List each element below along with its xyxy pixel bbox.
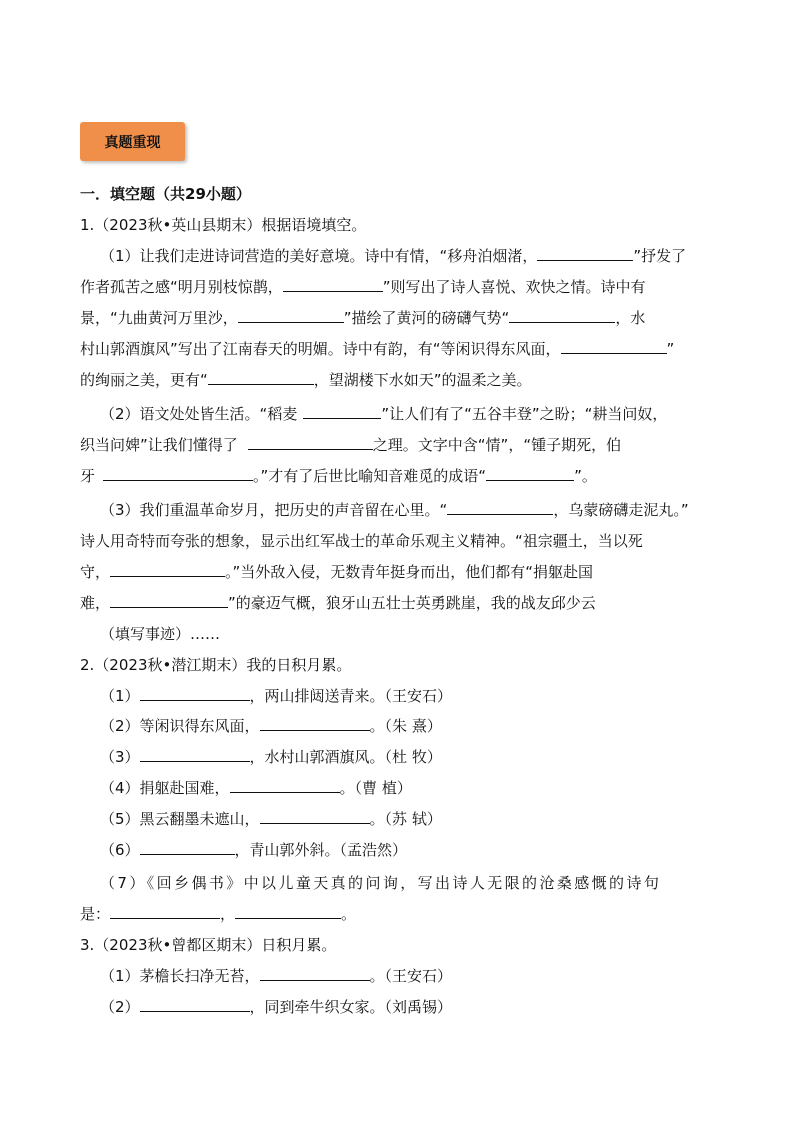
section-title: 一．填空题（共29小题） [80, 185, 251, 203]
q1-text: 牙 [80, 467, 96, 485]
q3-item-1 [100, 966, 452, 986]
q1-text: 织当问婢”让我们懂得了 [80, 436, 238, 454]
answer-blank[interactable] [235, 904, 341, 919]
q2-text: ，水村山郭酒旗风。（杜 牧） [249, 748, 442, 766]
q2-text: 。（朱 熹） [369, 717, 442, 735]
answer-blank[interactable] [260, 716, 370, 731]
answer-blank[interactable] [230, 778, 340, 793]
q2-item-4 [100, 778, 412, 798]
q2-text: 是： [80, 905, 111, 923]
q1-text: ”让人们有了“五谷丰登”之盼；“耕当问奴， [381, 405, 668, 423]
q1-text: ，水 [615, 309, 646, 327]
q1-text: 。”才有了后世比喻知音难觅的成语“ [253, 467, 487, 485]
q2-text: 。 [341, 905, 357, 923]
answer-blank[interactable] [140, 997, 250, 1012]
q2-item-2 [100, 716, 442, 736]
q1-text: 村山郭酒旗风”写出了江南春天的明媚。诗中有韵，有“等闲识得东风面， [80, 340, 561, 358]
answer-blank[interactable] [303, 404, 381, 419]
q2-text: （6） [100, 841, 140, 859]
q1-text: 之理。文字中含“情”，“锺子期死，伯 [372, 436, 622, 454]
q1-line-4 [80, 339, 674, 359]
answer-blank[interactable] [283, 277, 383, 292]
q3-text: ，同到牵牛织女家。（刘禹锡） [249, 998, 453, 1016]
answer-blank[interactable] [110, 593, 228, 608]
q1-line-12 [80, 593, 596, 613]
q3-text: 。（王安石） [369, 967, 453, 985]
q1-text: 的绚丽之美，更有“ [80, 371, 208, 389]
q1-text: ”描绘了黄河的磅礴气势“ [343, 309, 510, 327]
q2-item-5 [100, 809, 442, 829]
q1-line-6 [100, 404, 667, 424]
q1-text: ，乌蒙磅礴走泥丸。” [553, 501, 689, 519]
q1-line-9 [100, 500, 689, 520]
q2-item-7-answer [80, 904, 356, 924]
q1-text: 守， [80, 563, 111, 581]
q1-text: ”抒发了 [633, 247, 687, 265]
answer-blank[interactable] [140, 747, 250, 762]
q1-text: 景，“九曲黄河万里沙， [80, 309, 238, 327]
q1-text: 。”当外敌入侵，无数青年挺身而出，他们都有“捐躯赴国 [225, 563, 594, 581]
q1-line-5 [80, 370, 532, 390]
q1-line-11 [80, 562, 593, 582]
q1-line-13: （填写事迹）…… [100, 625, 221, 643]
answer-blank[interactable] [140, 686, 250, 701]
answer-blank[interactable] [238, 308, 344, 323]
q2-text: ，两山排闼送青来。（王安石） [249, 687, 453, 705]
q2-text: （5）黑云翻墨未遮山， [100, 810, 260, 828]
q2-text: （3） [100, 748, 140, 766]
q2-item-6 [100, 840, 407, 860]
answer-blank[interactable] [561, 339, 667, 354]
q2-item-7: （7）《回乡偶书》中以儿童天真的问询，写出诗人无限的沧桑感慨的诗句 [100, 874, 662, 892]
answer-blank[interactable] [110, 562, 225, 577]
q1-line-3 [80, 308, 645, 328]
section-badge: 真题重现 [80, 122, 185, 161]
answer-blank[interactable] [260, 809, 370, 824]
answer-blank[interactable] [537, 246, 633, 261]
answer-blank[interactable] [509, 308, 615, 323]
q1-line-8 [80, 466, 597, 486]
q1-text: ，望湖楼下水如天”的温柔之美。 [313, 371, 532, 389]
q1-text: （3）我们重温革命岁月，把历史的声音留在心里。“ [100, 501, 448, 519]
q1-text: ”则写出了诗人喜悦、欢快之情。诗中有 [382, 278, 646, 296]
answer-blank[interactable] [447, 500, 553, 515]
q2-item-3 [100, 747, 442, 767]
q2-text: （2）等闲识得东风面， [100, 717, 260, 735]
q3-item-2 [100, 997, 452, 1017]
answer-blank[interactable] [110, 904, 220, 919]
q1-text: （1）让我们走进诗词营造的美好意境。诗中有情，“移舟泊烟渚， [100, 247, 538, 265]
q1-text: ”的豪迈气概，狼牙山五壮士英勇跳崖，我的战友邱少云 [228, 594, 596, 612]
q1-text: （2）语文处处皆生活。“稻麦 [100, 405, 298, 423]
q1-line-10: 诗人用奇特而夸张的想象，显示出红军战士的革命乐观主义精神。“祖宗疆土，当以死 [80, 532, 643, 550]
question-1-head: 1.（2023秋•英山县期末）根据语境填空。 [80, 216, 367, 234]
answer-blank[interactable] [103, 466, 253, 481]
answer-blank[interactable] [486, 466, 574, 481]
q1-text: 难， [80, 594, 111, 612]
q1-text: ” [666, 340, 675, 358]
q1-text: 作者孤苦之感“明月别枝惊鹊， [80, 278, 283, 296]
q2-text: （1） [100, 687, 140, 705]
q2-text: 。（苏 轼） [369, 810, 442, 828]
q3-text: （1）茅檐长扫净无苔， [100, 967, 260, 985]
q1-line-7 [80, 435, 621, 455]
q3-text: （2） [100, 998, 140, 1016]
answer-blank[interactable] [248, 435, 373, 450]
answer-blank[interactable] [140, 840, 235, 855]
question-3-head: 3.（2023秋•曾都区期末）日积月累。 [80, 936, 337, 954]
q2-text: ，青山郭外斜。（孟浩然） [234, 841, 408, 859]
q2-text: （4）捐躯赴国难， [100, 779, 230, 797]
answer-blank[interactable] [260, 966, 370, 981]
answer-blank[interactable] [208, 370, 314, 385]
q2-text: 。（曹 植） [339, 779, 412, 797]
q2-text: ， [220, 905, 236, 923]
q1-line-1 [100, 246, 686, 266]
question-2-head: 2.（2023秋•潜江期末）我的日积月累。 [80, 656, 352, 674]
q1-line-2 [80, 277, 646, 297]
q2-item-1 [100, 686, 452, 706]
q1-text: ”。 [574, 467, 597, 485]
